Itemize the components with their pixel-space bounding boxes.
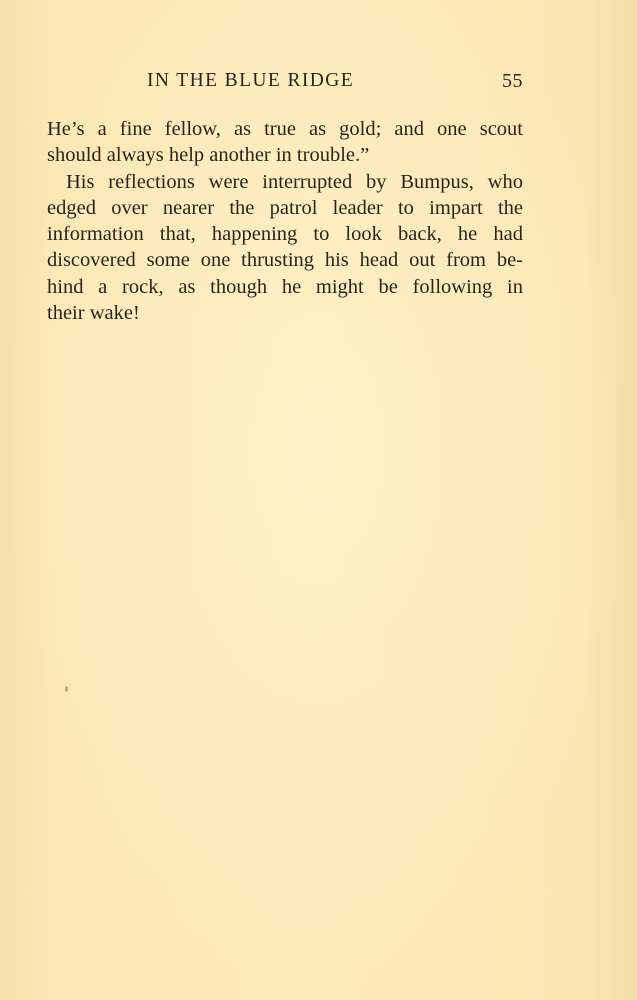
text-line: discovered some one thrusting his head out from be- xyxy=(47,249,523,272)
text-line: He’s a fine fellow, as true as gold; and one scout xyxy=(47,118,523,140)
body-text xyxy=(47,116,523,326)
text-line: their wake! xyxy=(47,302,140,325)
text-line: edged over nearer the patrol leader to impart the xyxy=(47,196,523,219)
text-line: hind a rock, as though he might be following in xyxy=(47,275,523,298)
running-title: IN THE BLUE RIDGE xyxy=(147,70,355,91)
paper-speck xyxy=(65,686,68,692)
text-line: information that, happening to look back, he had xyxy=(47,223,523,246)
running-head xyxy=(47,70,523,96)
text-line: His reflections were interrupted by Bumpus, who xyxy=(66,170,523,193)
page-number: 55 xyxy=(502,70,523,92)
text-line: should always help another in trouble.” xyxy=(47,144,370,167)
